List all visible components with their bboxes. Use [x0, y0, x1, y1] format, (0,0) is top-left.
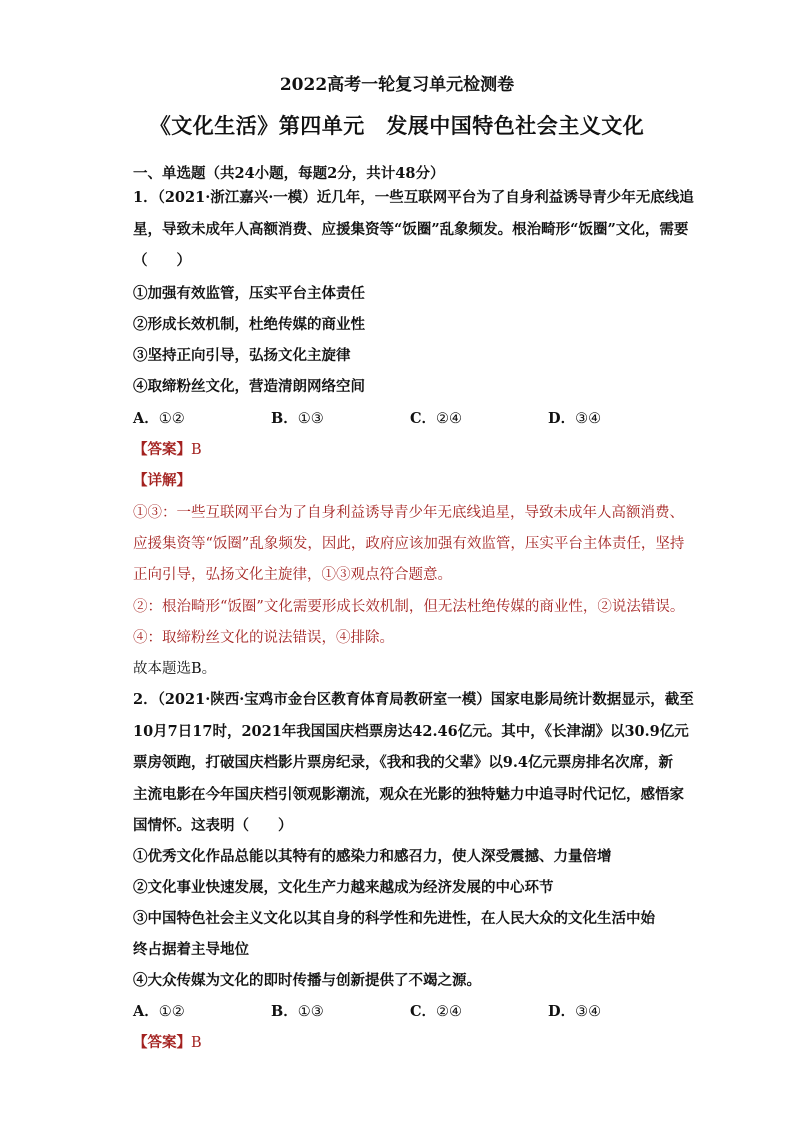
q2-stem-line-4: 主流电影在今年国庆档引领观影潮流，观众在光影的独特魅力中追寻时代记忆，感悟家	[133, 786, 684, 803]
q2-option-b	[271, 1002, 324, 1022]
q2-option-c	[410, 1002, 462, 1022]
q1-detail-line-4: ②：根治畸形“饭圈”文化需要形成长效机制，但无法杜绝传媒的商业性，②说法错误。	[133, 599, 685, 615]
option-key: C．	[410, 410, 437, 427]
answer-label: 【答案】	[133, 1034, 191, 1051]
q1-item-3: ③坚持正向引导，弘扬文化主旋律	[133, 347, 351, 364]
option-value: ③④	[575, 1004, 602, 1020]
option-key: B．	[271, 1003, 298, 1020]
q1-option-b	[271, 409, 324, 429]
option-key: B．	[271, 410, 298, 427]
option-value: ①②	[158, 411, 185, 427]
answer-label: 【答案】	[133, 441, 191, 458]
q1-item-4: ④取缔粉丝文化，营造清朗网络空间	[133, 378, 365, 395]
q1-detail-line-2: 应援集资等“饭圈”乱象频发，因此，政府应该加强有效监管，压实平台主体责任，坚持	[133, 536, 685, 552]
option-key: D．	[548, 410, 576, 427]
q1-stem-line-1: 1．（2021·浙江嘉兴·一模）近几年，一些互联网平台为了自身利益诱导青少年无底线追	[133, 189, 694, 206]
q1-answer	[133, 440, 673, 460]
q2-item-1: ①优秀文化作品总能以其特有的感染力和感召力，使人深受震撼、力量倍增	[133, 848, 612, 865]
q1-conclusion: 故本题选B。	[133, 661, 217, 677]
option-key: C．	[410, 1003, 437, 1020]
option-key: D．	[548, 1003, 576, 1020]
option-value: ①③	[297, 1004, 324, 1020]
q1-stem-line-2: 星，导致未成年人高额消费、应援集资等“饭圈”乱象频发。根治畸形“饭圈”文化，需要	[133, 221, 689, 238]
page-title: 2022高考一轮复习单元检测卷	[279, 75, 515, 95]
q1-option-c	[410, 409, 462, 429]
q1-detail-label: 【详解】	[133, 472, 191, 489]
q1-stem-line-3: （ ）	[133, 252, 191, 269]
q1-detail-line-5: ④：取缔粉丝文化的说法错误，④排除。	[133, 630, 394, 646]
option-value: ①③	[297, 411, 324, 427]
q1-option-a	[133, 409, 185, 429]
option-value: ①②	[158, 1004, 185, 1020]
q1-detail-line-3: 正向引导，弘扬文化主旋律，①③观点符合题意。	[133, 567, 452, 583]
q2-answer	[133, 1033, 673, 1053]
option-value: ③④	[575, 411, 602, 427]
option-key: A．	[133, 410, 159, 427]
answer-value: B	[191, 1035, 202, 1051]
q2-stem-line-5: 国情怀。这表明（ ）	[133, 817, 293, 834]
q2-option-d	[548, 1002, 601, 1022]
q1-option-d	[548, 409, 601, 429]
q2-item-4: ④大众传媒为文化的即时传播与创新提供了不竭之源。	[133, 972, 481, 989]
q2-item-3: ③中国特色社会主义文化以其自身的科学性和先进性，在人民大众的文化生活中始	[133, 910, 655, 927]
q1-detail-line-1: ①③：一些互联网平台为了自身利益诱导青少年无底线追星，导致未成年人高额消费、	[133, 505, 684, 521]
option-value: ②④	[436, 1004, 463, 1020]
page-subtitle: 《文化生活》第四单元 发展中国特色社会主义文化	[149, 113, 645, 138]
q1-item-1: ①加强有效监管，压实平台主体责任	[133, 285, 365, 302]
answer-value: B	[191, 442, 202, 458]
section-heading: 一、单选题（共24小题，每题2分，共计48分）	[133, 165, 445, 182]
q2-stem-line-2: 10月7日17时，2021年我国国庆档票房达42.46亿元。其中，《长津湖》以30.9亿元	[133, 723, 689, 740]
q1-item-2: ②形成长效机制，杜绝传媒的商业性	[133, 316, 365, 333]
q2-item-3-cont: 终占据着主导地位	[133, 941, 249, 958]
q2-stem-line-3: 票房领跑，打破国庆档影片票房纪录，《我和我的父辈》以9.4亿元票房排名次席，新	[133, 754, 673, 771]
option-value: ②④	[436, 411, 463, 427]
option-key: A．	[133, 1003, 159, 1020]
q2-option-a	[133, 1002, 185, 1022]
q2-stem-line-1: 2．（2021·陕西·宝鸡市金台区教育体育局教研室一模）国家电影局统计数据显示，截至	[133, 691, 694, 708]
q2-item-2: ②文化事业快速发展，文化生产力越来越成为经济发展的中心环节	[133, 879, 554, 896]
